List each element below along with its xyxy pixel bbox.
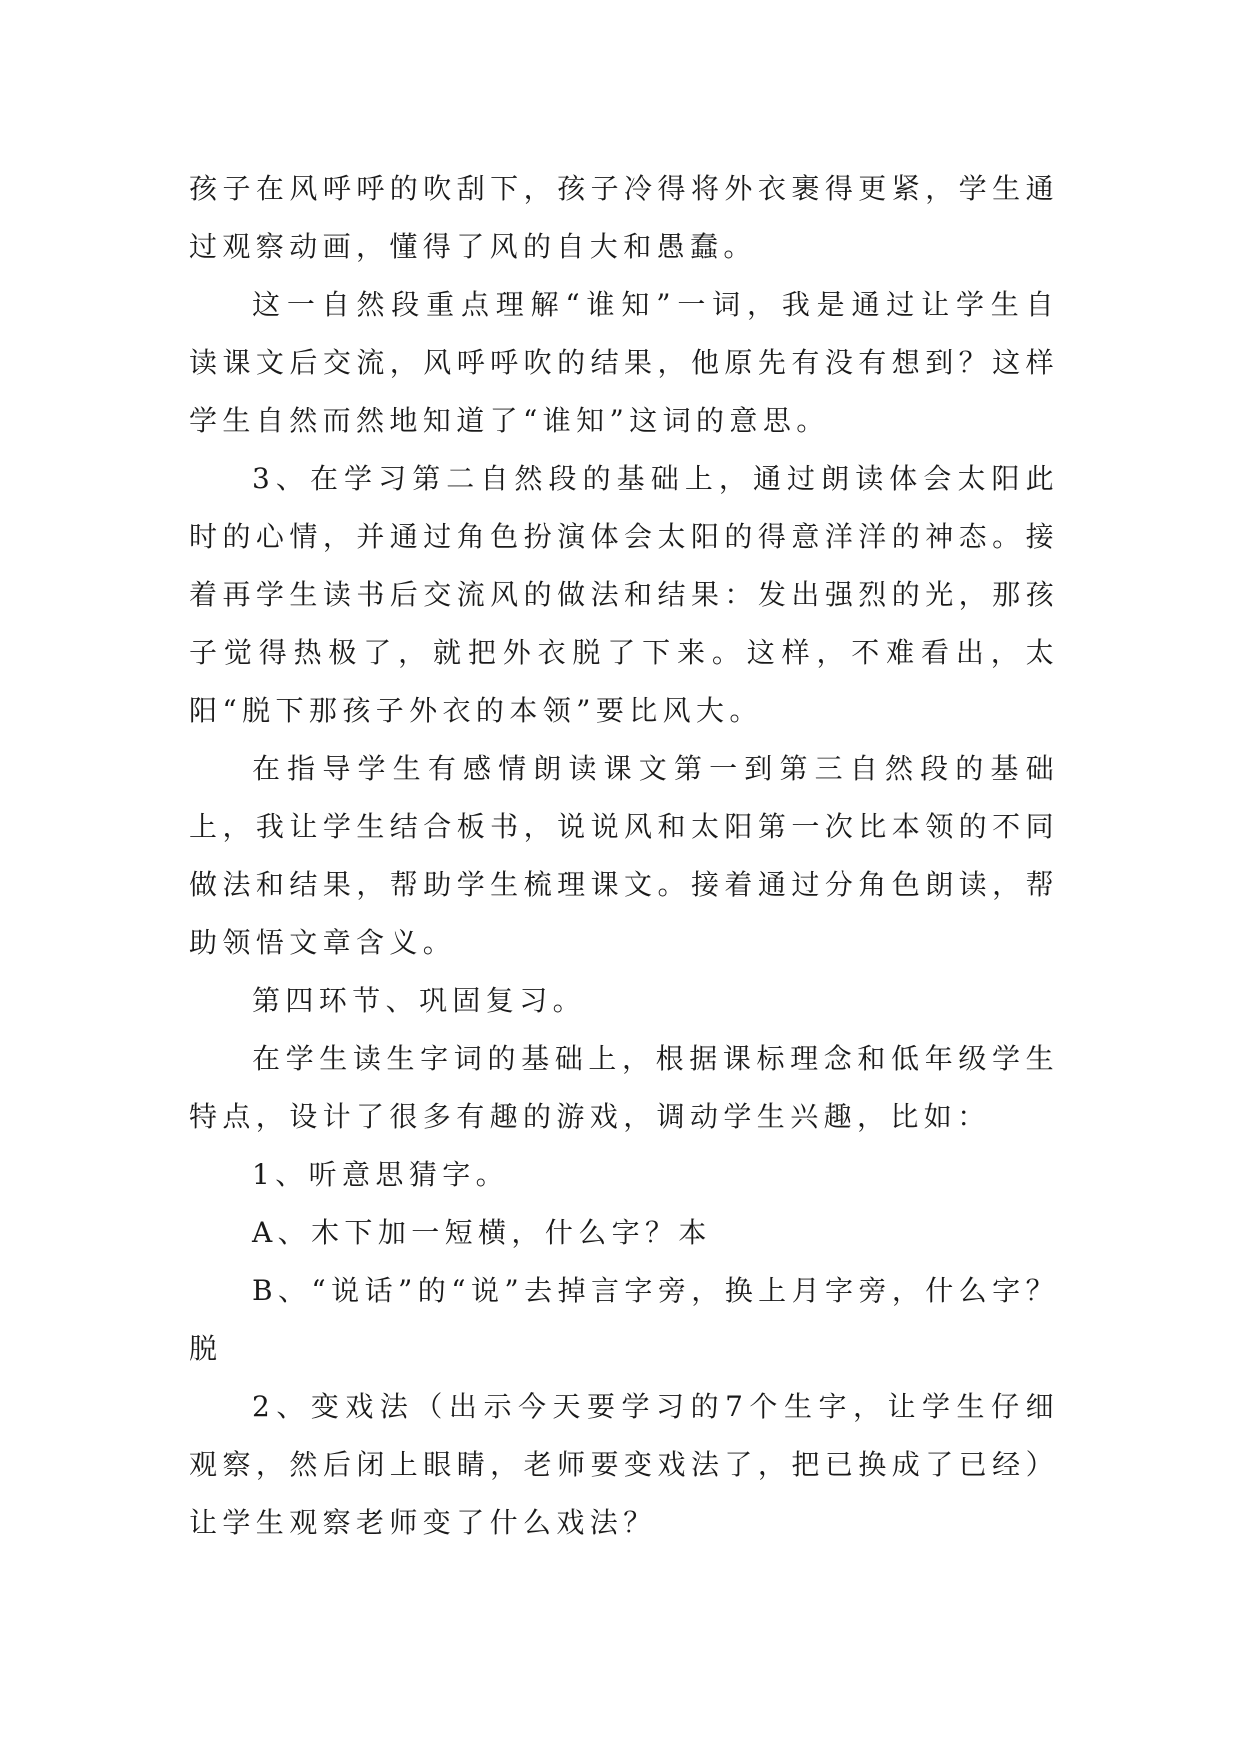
paragraph: 在学生读生字词的基础上，根据课标理念和低年级学生特点，设计了很多有趣的游戏，调动学生兴趣，比如： <box>189 1042 1059 1133</box>
list-item: 1、听意思猜字。 <box>252 1158 510 1191</box>
paragraph: 孩子在风呼呼的吹刮下，孩子冷得将外衣裹得更紧，学生通过观察动画，懂得了风的自大和愚蠢。 <box>189 172 1059 263</box>
paragraph: 在指导学生有感情朗读课文第一到第三自然段的基础上，我让学生结合板书，说说风和太阳第一次比本领的不同做法和结果，帮助学生梳理课文。接着通过分角色朗读，帮助领悟文章含义。 <box>189 752 1059 959</box>
section-heading: 第四环节、巩固复习。 <box>252 984 587 1017</box>
list-item: A、木下加一短横，什么字？本 <box>252 1216 712 1249</box>
paragraph: 3、在学习第二自然段的基础上，通过朗读体会太阳此时的心情，并通过角色扮演体会太阳的得意洋洋的神态。接着再学生读书后交流风的做法和结果：发出强烈的光，那孩子觉得热极了，就把外衣脱了下来。这样，不难看出，太阳“脱下那孩子外衣的本领”要比风大。 <box>189 462 1059 727</box>
list-item: 2、变戏法（出示今天要学习的7个生字，让学生仔细观察，然后闭上眼睛，老师要变戏法了，把已换成了已经）让学生观察老师变了什么戏法？ <box>189 1390 1059 1539</box>
paragraph: 这一自然段重点理解“谁知”一词，我是通过让学生自读课文后交流，风呼呼吹的结果，他原先有没有想到？这样学生自然而然地知道了“谁知”这词的意思。 <box>189 288 1059 437</box>
list-item: B、“说话”的“说”去掉言字旁，换上月字旁，什么字？脱 <box>189 1274 1059 1365</box>
document-body <box>189 160 1059 1552</box>
